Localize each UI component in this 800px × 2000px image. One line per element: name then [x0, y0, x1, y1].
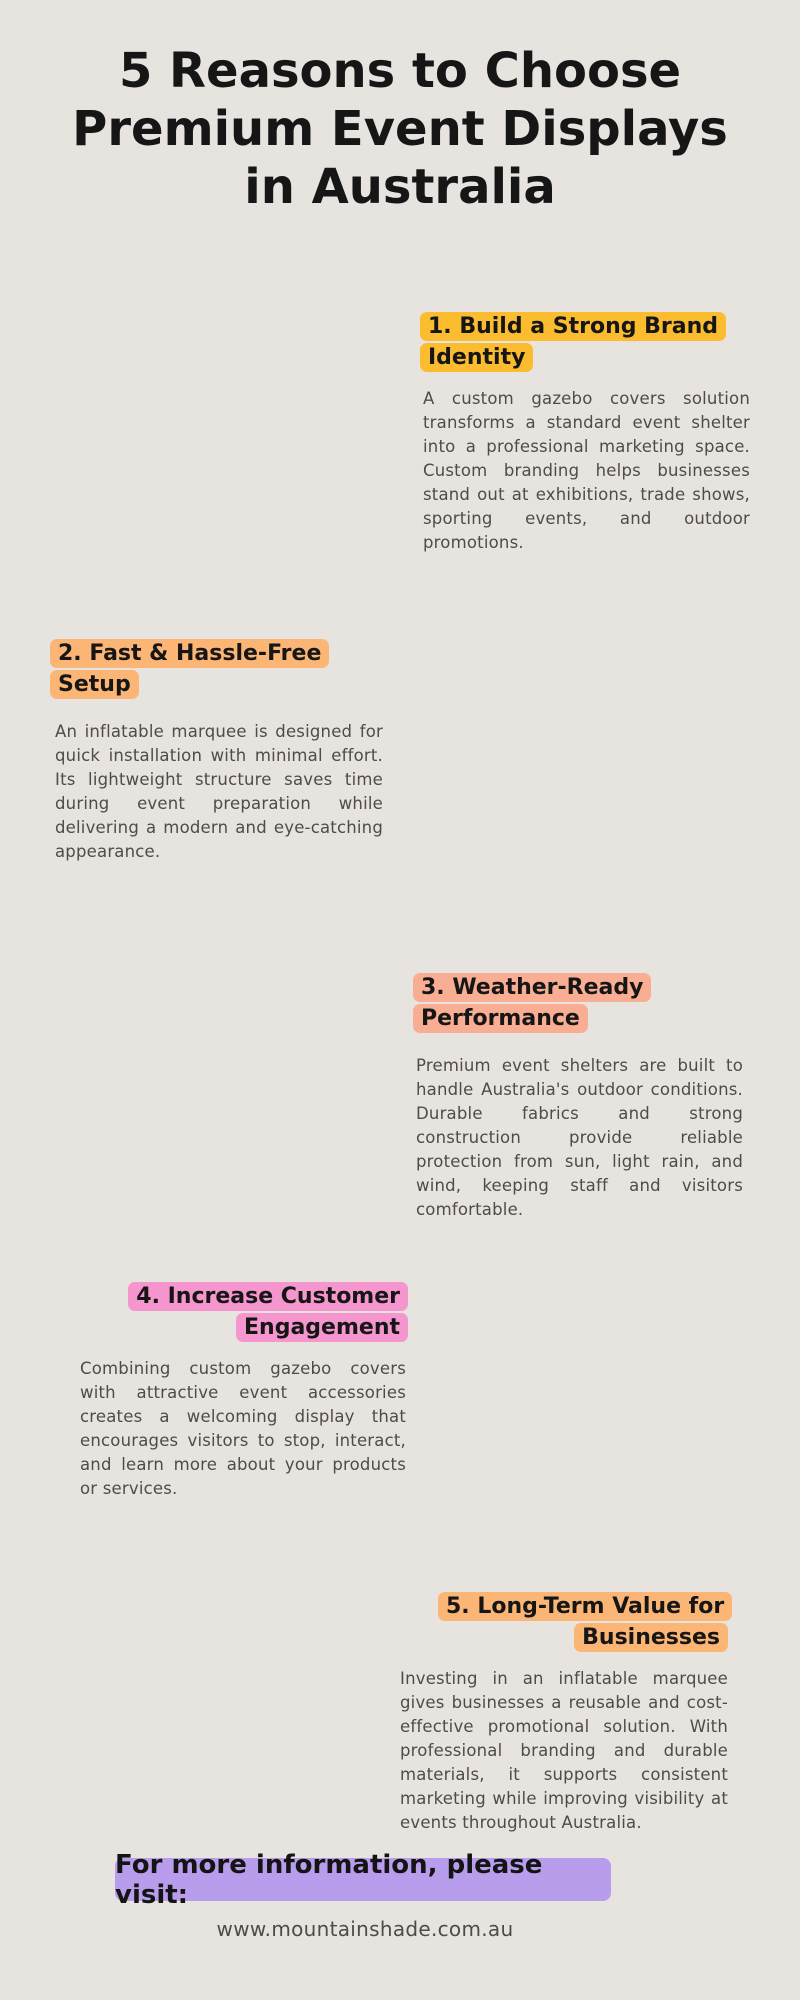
- reason-3-body: Premium event shelters are built to handle Australia's outdoor conditions. Durable fabrics and strong construction provide reliable protection from sun, light rain, and wind, keeping staff and visitors comfortable.: [416, 1056, 743, 1219]
- reason-5-heading-text: 5. Long-Term Value for Businesses: [438, 1592, 732, 1652]
- reason-5: [398, 1591, 728, 1835]
- cta-banner: For more information, please visit:: [115, 1858, 611, 1901]
- reason-3: [413, 972, 743, 1222]
- reason-5-body: Investing in an inflatable marquee gives businesses a reusable and cost-effective promotional solution. With professional branding and durable materials, it supports consistent marketing while improving visibility at events throughout Australia.: [400, 1669, 728, 1832]
- reason-4-heading-text: 4. Increase Customer Engagement: [128, 1282, 408, 1342]
- reason-4-heading: [75, 1281, 408, 1343]
- reason-2-heading-text: 2. Fast & Hassle-Free Setup: [50, 639, 329, 699]
- reason-3-heading-text: 3. Weather-Ready Performance: [413, 973, 651, 1033]
- website-url[interactable]: www.mountainshade.com.au: [216, 1917, 514, 1941]
- reason-1-body: A custom gazebo covers solution transforms a standard event shelter into a professional marketing space. Custom branding helps businesses stand out at exhibitions, trade shows, sporting events, and outdoor promotions.: [423, 389, 750, 552]
- page-title: 5 Reasons to Choose Premium Event Displays in Australia: [72, 43, 728, 215]
- reason-5-heading: [398, 1591, 728, 1653]
- reason-1: [420, 311, 750, 555]
- reason-4-body: Combining custom gazebo covers with attractive event accessories creates a welcoming display that encourages visitors to stop, interact, and learn more about your products or services.: [80, 1359, 406, 1498]
- reason-1-heading-text: 1. Build a Strong Brand Identity: [420, 312, 726, 372]
- reason-4: [75, 1281, 408, 1501]
- reason-1-heading: [420, 311, 720, 373]
- reason-2: [50, 638, 383, 864]
- reason-3-heading: [413, 972, 653, 1034]
- reason-2-body: An inflatable marquee is designed for quick installation with minimal effort. Its lightweight structure saves time during event preparation while delivering a modern and eye-catching appearance.: [55, 722, 383, 861]
- reason-2-heading: [50, 638, 383, 700]
